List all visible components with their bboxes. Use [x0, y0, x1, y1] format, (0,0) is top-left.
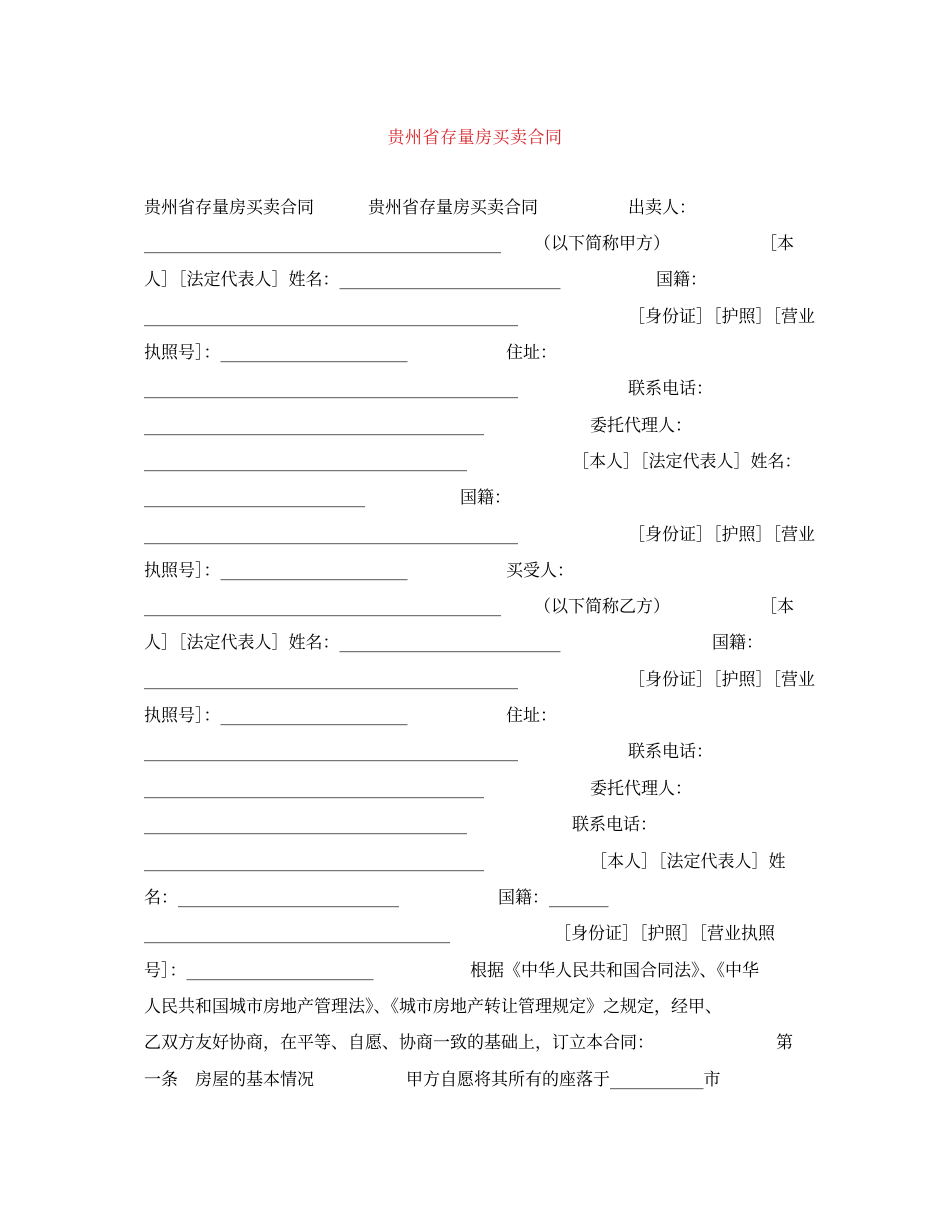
line-segment: ____________________________________________ [144, 670, 518, 690]
line-segment: ____________________________________________ [144, 379, 518, 399]
line-segment: 联系电话： [628, 379, 713, 399]
line-segment: 国籍： [712, 633, 763, 653]
line-segment: ____________________________________________ [144, 307, 518, 327]
line-segment: 买受人： [506, 561, 574, 581]
line-segment: ［身份证］［护照］［营业 [628, 307, 815, 327]
line-segment: ________________________________________ [144, 852, 484, 872]
line-segment: __________________________________________ [144, 234, 501, 254]
line-segment: ［身份证］［护照］［营业 [628, 525, 815, 545]
line-segment: 住址： [506, 706, 557, 726]
line-segment: 贵州省存量房买卖合同 [368, 198, 538, 218]
line-segment: 执照号］：______________________ [144, 343, 408, 363]
line-segment: ［本 [760, 234, 794, 254]
line-segment: 联系电话： [572, 815, 657, 835]
line-segment: 委托代理人： [590, 416, 692, 436]
line-segment: ［本人］［法定代表人］姓名： [572, 452, 802, 472]
line-segment: （以下简称甲方） [534, 234, 670, 254]
line-segment: __________________________________________ [144, 597, 501, 617]
line-segment: 人］［法定代表人］姓名：__________________________ [144, 270, 561, 290]
line-segment: 名：__________________________ [144, 888, 399, 908]
line-segment: 委托代理人： [590, 779, 692, 799]
line-segment: ______________________________________ [144, 815, 467, 835]
line-segment: ________________________________________ [144, 416, 484, 436]
line-segment: ［身份证］［护照］［营业 [628, 670, 815, 690]
line-segment: 甲方自愿将其所有的座落于___________市 [406, 1070, 721, 1090]
line-segment: 国籍：_______ [498, 888, 609, 908]
line-segment: 人民共和国城市房地产管理法》、《城市房地产转让管理规定》之规定，经甲、 [144, 997, 722, 1017]
line-segment: ［本人］［法定代表人］姓 [590, 852, 786, 872]
line-segment: 国籍： [460, 488, 511, 508]
line-segment: 贵州省存量房买卖合同 [144, 198, 314, 218]
line-segment: 执照号］：______________________ [144, 561, 408, 581]
line-segment: ____________________________________________ [144, 742, 518, 762]
line-segment: ____________________________________ [144, 924, 450, 944]
line-segment: （以下简称乙方） [534, 597, 670, 617]
line-segment: 执照号］：______________________ [144, 706, 408, 726]
line-segment: 一条 房屋的基本情况 [144, 1070, 314, 1090]
line-segment: 出卖人： [628, 198, 696, 218]
line-segment: __________________________ [144, 488, 365, 508]
line-segment: 住址： [506, 343, 557, 363]
line-segment: ____________________________________________ [144, 525, 518, 545]
line-segment: 国籍： [656, 270, 707, 290]
line-segment: 号］：______________________ [144, 961, 374, 981]
line-segment: 联系电话： [628, 742, 713, 762]
line-segment: ________________________________________ [144, 779, 484, 799]
line-segment: 根据《中华人民共和国合同法》、《中华 [470, 961, 759, 981]
line-segment: 人］［法定代表人］姓名：__________________________ [144, 633, 561, 653]
line-segment: ［本 [760, 597, 794, 617]
document-title: 贵州省存量房买卖合同 [387, 128, 563, 148]
line-segment: 第 [776, 1033, 793, 1053]
line-segment: ［身份证］［护照］［营业执照 [554, 924, 775, 944]
line-segment: 乙双方友好协商，在平等、自愿、协商一致的基础上，订立本合同： [144, 1033, 654, 1053]
line-segment: ______________________________________ [144, 452, 467, 472]
